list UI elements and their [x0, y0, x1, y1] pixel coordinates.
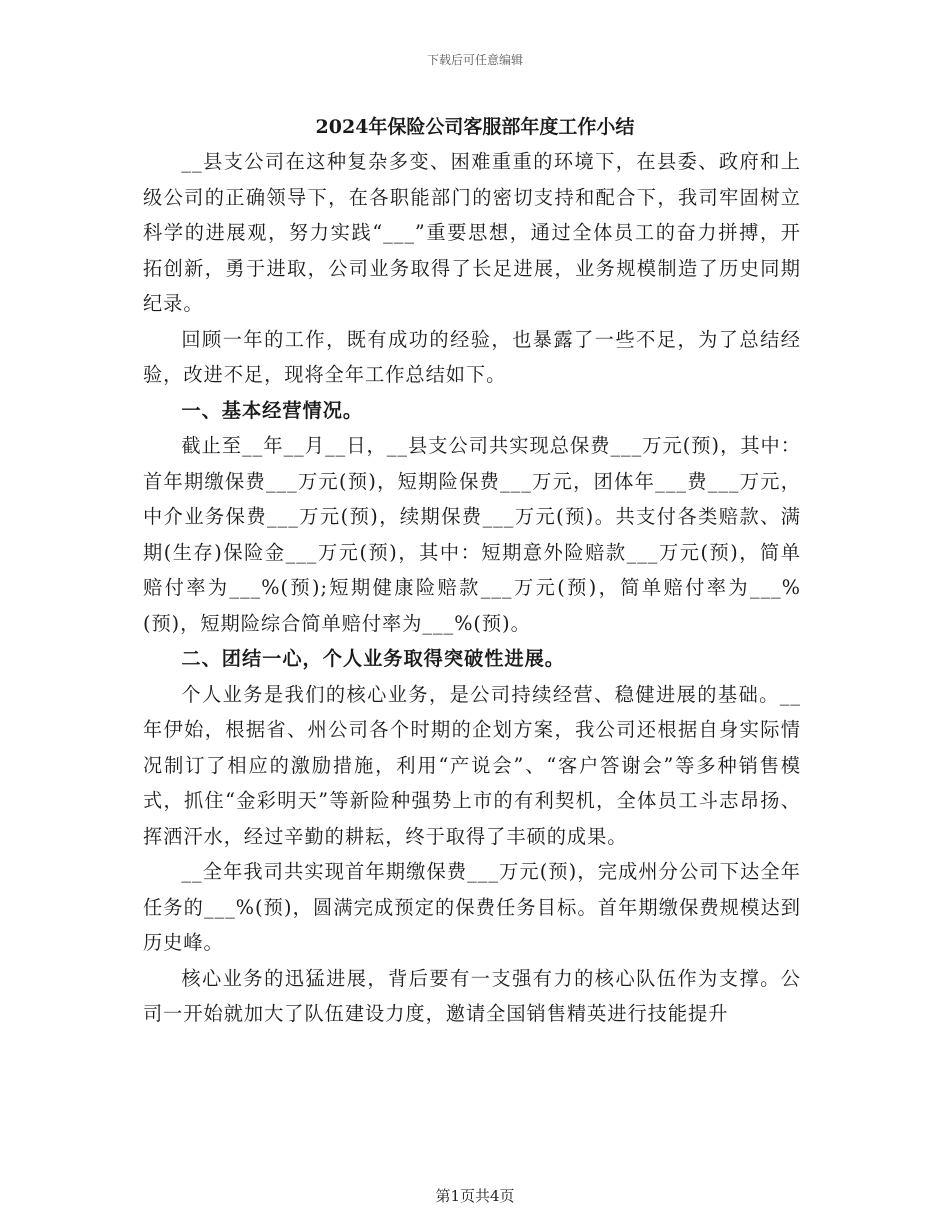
paragraph-review: 回顾一年的工作，既有成功的经验，也暴露了一些不足，为了总结经验，改进不足，现将全年工作总结如下。 — [143, 327, 801, 386]
paragraph-operations-figures: 截止至__年__月__日，__县支公司共实现总保费___万元(预)，其中：首年期缴保费___万元(预)，短期险保费___万元，团体年___费___万元，中介业务保费___万元(预)，续期保费___万元(预)。共支付各类赔款、满期(生存)保险金___万元(预)，其中：短期意外险赔款___万元(预)，简单赔付率为___%(预);短期健康险赔款___万元(预)，简单赔付率为___%(预)，短期险综合简单赔付率为___%(预)。 — [143, 434, 801, 635]
section-heading-basic-operations: 一、基本经营情况。 — [181, 398, 364, 422]
page-number: 第1页共4页 — [435, 1187, 515, 1205]
paragraph-intro: __县支公司在这种复杂多变、困难重重的环境下，在县委、政府和上级公司的正确领导下，在各职能部门的密切支持和配合下，我司牢固树立科学的进展观，努力实践“___”重要思想，通过全体员工的奋力拼搏，开拓创新，勇于进取，公司业务取得了长足进展，业务规模制造了历史同期纪录。 — [143, 150, 801, 315]
paragraph-core-team: 核心业务的迅猛进展，背后要有一支强有力的核心队伍作为支撑。公司一开始就加大了队伍建设力度，邀请全国销售精英进行技能提升 — [143, 966, 801, 1025]
document-body — [143, 144, 801, 1032]
paragraph-annual-premium: __全年我司共实现首年期缴保费___万元(预)，完成州分公司下达全年任务的___%(预)，圆满完成预定的保费任务目标。首年期缴保费规模达到历史峰。 — [143, 860, 801, 954]
document-title: 2024年保险公司客服部年度工作小结 — [315, 116, 635, 138]
page-header-note: 下载后可任意编辑 — [426, 53, 523, 67]
paragraph-personal-business: 个人业务是我们的核心业务，是公司持续经营、稳健进展的基础。__年伊始，根据省、州公司各个时期的企划方案，我公司还根据自身实际情况制订了相应的激励措施，利用“产说会”、“客户答谢会”等多种销售模式，抓住“金彩明天”等新险种强势上市的有利契机，全体员工斗志昂扬、挥洒汗水，经过辛勤的耕耘，终于取得了丰硕的成果。 — [143, 682, 801, 848]
section-heading-personal-business: 二、团结一心，个人业务取得突破性进展。 — [181, 647, 565, 670]
